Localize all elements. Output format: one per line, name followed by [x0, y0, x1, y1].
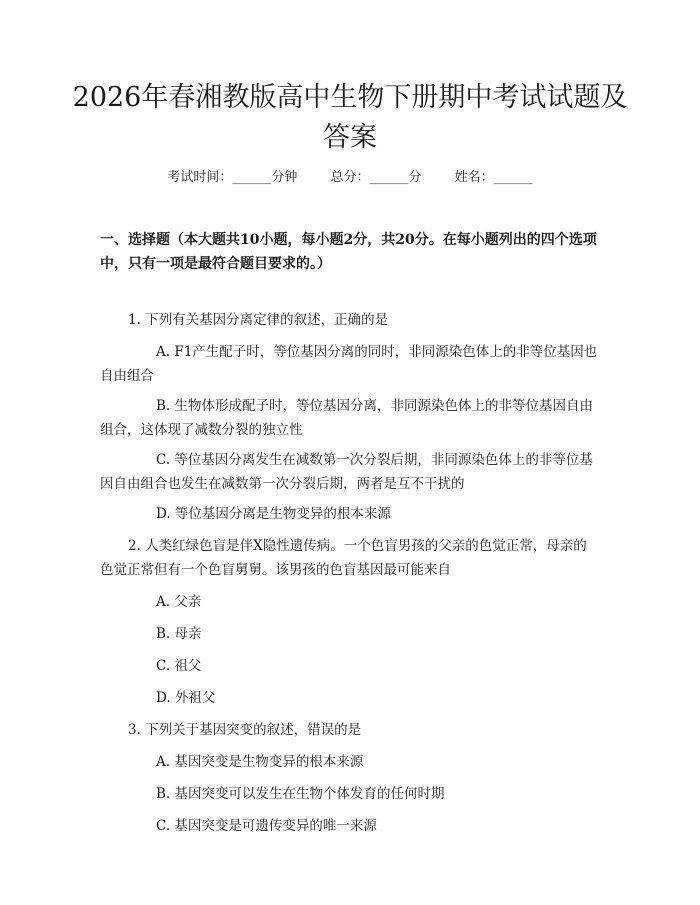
- question-3-option-c: C. 基因突变是可遗传变异的唯一来源: [156, 818, 377, 834]
- time-field: 考试时间：______分钟: [167, 170, 298, 185]
- question-2-option-c: C. 祖父: [156, 658, 202, 674]
- question-2-stem: 2. 人类红绿色盲是伴X隐性遗传病。一个色盲男孩的父亲的色觉正常，母亲的色觉正常但有一个色盲舅舅。该男孩的色盲基因最可能来自: [100, 538, 587, 578]
- question-1-option-c: C. 等位基因分离发生在减数第一次分裂后期，非同源染色体上的非等位基因自由组合也发生在减数第一次分裂后期，两者是互不干扰的: [100, 452, 593, 492]
- question-2-option-b: B. 母亲: [156, 626, 202, 642]
- question-3-option-a: A. 基因突变是生物变异的根本来源: [156, 754, 364, 770]
- exam-meta: [0, 168, 700, 188]
- score-field: 总分：______分: [330, 170, 422, 185]
- page-title: 2026年春湘教版高中生物下册期中考试试题及答案: [72, 82, 628, 153]
- question-1-stem: 1. 下列有关基因分离定律的叙述，正确的是: [128, 312, 389, 328]
- question-1-option-d: D. 等位基因分离是生物变异的根本来源: [156, 506, 391, 522]
- question-3-stem: 3. 下列关于基因突变的叙述，错误的是: [128, 722, 362, 738]
- question-2-option-d: D. 外祖父: [156, 690, 216, 706]
- question-1-option-b: B. 生物体形成配子时，等位基因分离，非同源染色体上的非等位基因自由组合，这体现了减数分裂的独立性: [100, 398, 594, 438]
- section-heading: 一、选择题（本大题共10小题，每小题2分，共20分。在每小题列出的四个选项中，只有一项是最符合题目要求的。）: [100, 232, 597, 272]
- name-field: 姓名：______: [454, 170, 533, 185]
- question-1-option-a: A. F1产生配子时，等位基因分离的同时，非同源染色体上的非等位基因也自由组合: [100, 344, 598, 384]
- question-2-option-a: A. 父亲: [156, 594, 202, 610]
- question-3-option-b: B. 基因突变可以发生在生物个体发育的任何时期: [156, 786, 445, 802]
